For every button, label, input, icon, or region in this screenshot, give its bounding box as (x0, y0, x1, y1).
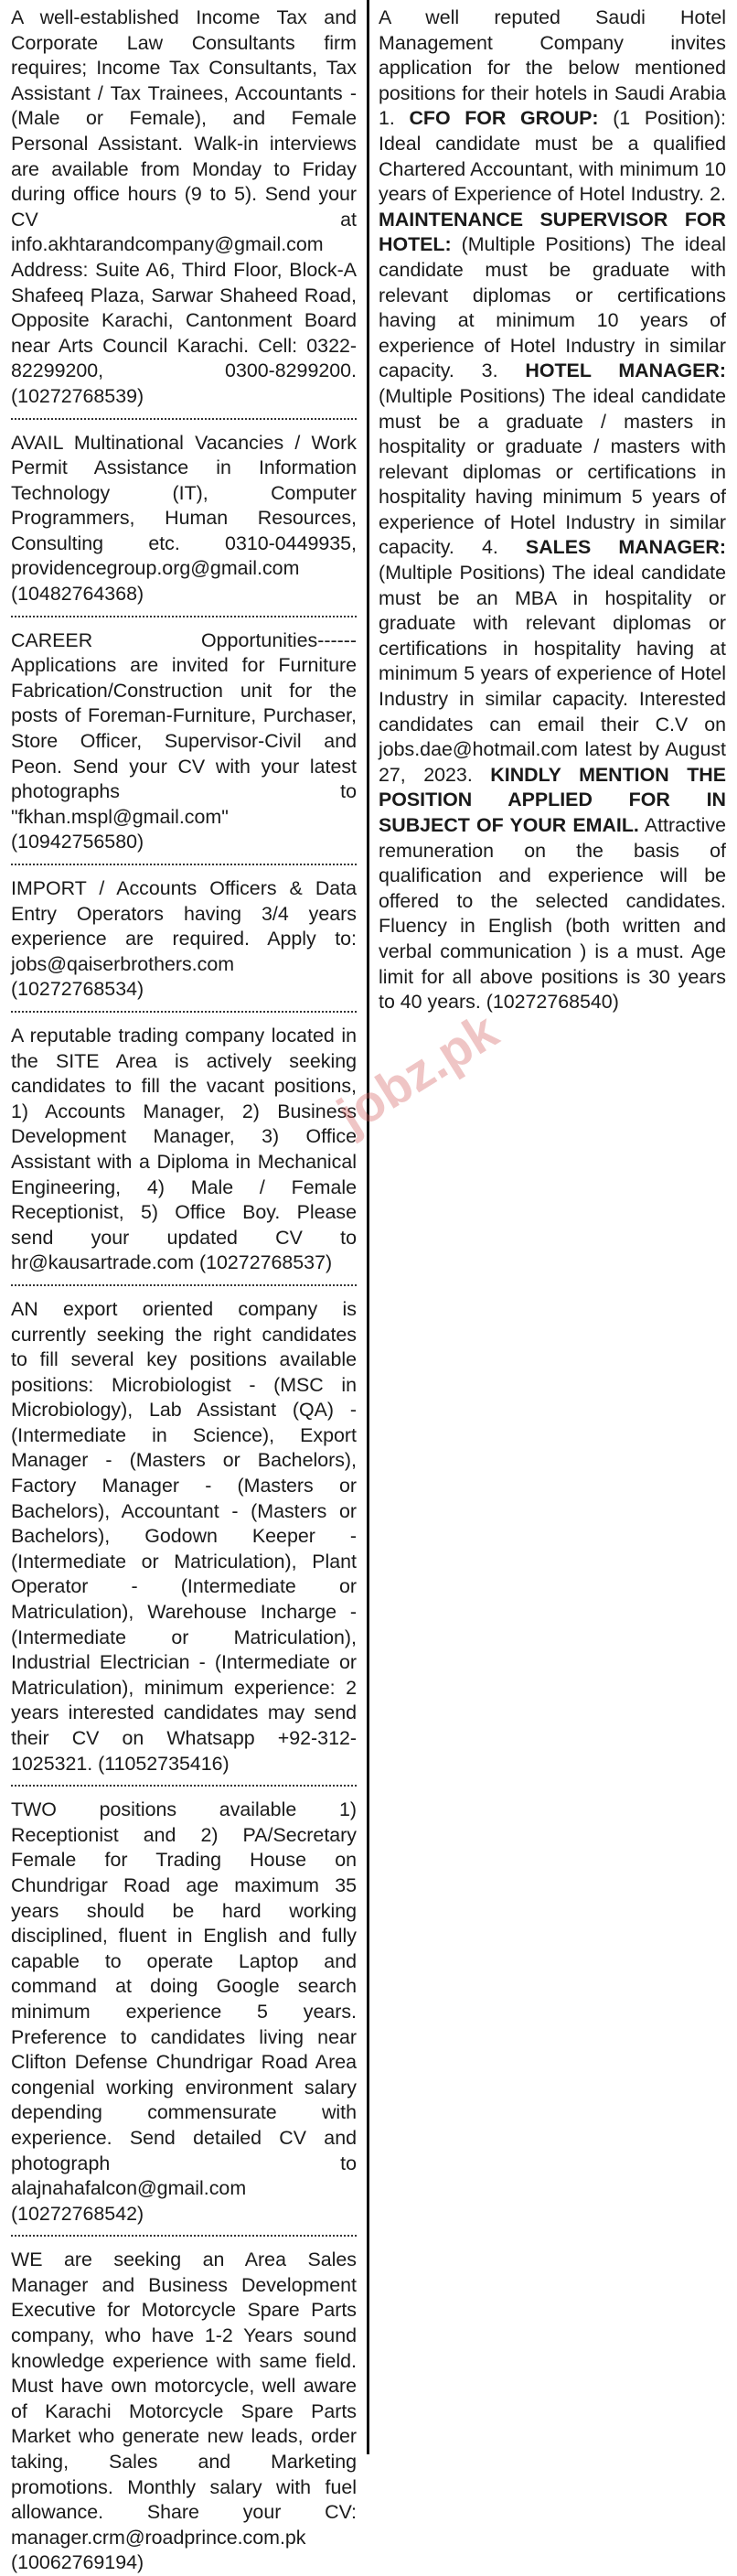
classified-ad: AN export oriented company is currently seeking the right candidates to fill several key positions available positions: Microbiologist - (MSC in Microbiology), Lab Assistant (QA) - (Intermediate in Science), Export Manager - (Masters or Bachelors), Factory Manager - (Masters or Bachelors), Accountant - (Masters or Bachelors), Godown Keeper - (Intermediate or Matriculation), Plant Operator - (Intermediate or Matriculation), Warehouse Incharge - (Intermediate or Matriculation), Industrial Electrician - (Intermediate or Matriculation), minimum experience: 2 years interested candidates may send their CV on Whatsapp +92-312-1025321. (11052735416) (11, 1297, 357, 1775)
position-heading: CFO FOR GROUP: (409, 107, 599, 130)
classified-ad: A reputable trading company located in the SITE Area is actively seeking candidates to fill the vacant positions, 1) Accounts Manager, 2) Business Development Manager, 3) Office Assistant with a Diploma in Mechanical Engineering, 4) Male / Female Receptionist, 5) Office Boy. Please send your updated CV to hr@kausartrade.com (10272768537) (11, 1024, 357, 1274)
ad-text: (Multiple Positions) The ideal candidate must be a graduate / masters in hospitality or graduate / masters with relevant diplomas or certifications in hospitality having minimum 5 years of experience of Hotel Industry in similar capacity. 4. (379, 384, 726, 559)
position-heading: SALES MANAGER: (525, 536, 726, 559)
classified-ad: CAREER Opportunities------Applications are invited for Furniture Fabrication/Construction unit for the posts of Foreman-Furniture, Purchaser, Store Officer, Supervisor-Civil and Peon. Send your CV with your latest photographs to "fkhan.mspl@gmail.com" (10942756580) (11, 628, 357, 853)
instruction-heading: KINDLY MENTION THE POSITION APPLIED FOR IN SUBJECT OF YOUR EMAIL. (379, 763, 726, 836)
ad-text: Attractive remuneration on the basis of qualification and experience will be offered to the selected candidates. Fluency in English (both written and verbal communication ) is a must. Age limit for all above positions is 30 years to 40 years. (10272768540) (379, 814, 726, 1014)
classified-ad: TWO positions available 1) Receptionist and 2) PA/Secretary Female for Trading House on Chundrigar Road age maximum 35 years should be hard working disciplined, fluent in English and fully capable to operate Laptop and command at doing Google search minimum experience 5 years. Preference to candidates living near Clifton Defense Chundrigar Road Area congenial working environment salary depending commensurate with experience. Send detailed CV and photograph to alajnahafalcon@gmail.com (10272768542) (11, 1798, 357, 2225)
ad-separator (11, 1785, 357, 1787)
right-column (379, 5, 726, 1015)
ad-separator (11, 616, 357, 617)
ad-text: (Multiple Positions) The ideal candidate must be an MBA in hospitality or graduate with relevant diplomas or certifications in hospitality having at minimum 5 years of experience of Hotel Industry in similar capacity. Interested candidates can email their C.V on jobs.dae@hotmail.com latest by August 27, 2023. (379, 562, 726, 786)
classified-ad: AVAIL Multinational Vacancies / Work Permit Assistance in Information Technology (IT), Computer Programmers, Human Resources, Consulting etc. 0310-0449935, providencegroup.org@gmail.com (10482764368) (11, 431, 357, 606)
left-column (11, 5, 357, 2576)
ad-separator (11, 1011, 357, 1013)
ad-text: (Multiple Positions) The ideal candidate must be graduate with relevant diplomas or certifications having at minimum 10 years of experience of Hotel Industry in similar capacity. 3. (379, 233, 726, 382)
ad-separator (11, 2235, 357, 2237)
ad-text: (1 Position): Ideal candidate must be a qualified Chartered Accountant, with minimum 10 years of Experience of Hotel Industry. 2. (379, 107, 726, 206)
classified-ad: IMPORT / Accounts Officers & Data Entry Operators having 3/4 years experience are required. Apply to: jobs@qaiserbrothers.com (10272768534) (11, 877, 357, 1001)
classified-ad: A well-established Income Tax and Corporate Law Consultants firm requires; Income Tax Consultants, Tax Assistant / Tax Trainees, Accountants - (Male or Female), and Female Personal Assistant. Walk-in interviews are available from Monday to Friday during office hours (9 to 5). Send your CV at info.akhtarandcompany@gmail.com Address: Suite A6, Third Floor, Block-A Shafeeq Plaza, Sarwar Shaheed Road, Opposite Karachi, Cantonment Board near Arts Council Karachi. Cell: 0322-82299200, 0300-8299200. (10272768539) (11, 6, 357, 407)
watermark-logo: jobz.pk (326, 1001, 507, 1144)
classified-ad: WE are seeking an Area Sales Manager and Business Development Executive for Motorcycle Spare Parts company, who have 1-2 Years sound knowledge experience with same field. Must have own motorcycle, well aware of Karachi Motorcycle Spare Parts Market who generate new leads, order taking, Sales and Marketing promotions. Monthly salary with fuel allowance. Share your CV: manager.crm@roadprince.com.pk (10062769194) (11, 2249, 357, 2574)
column-divider (367, 0, 369, 2454)
position-heading: MAINTENANCE SUPERVISOR FOR HOTEL: (379, 208, 726, 256)
ad-text: A well reputed Saudi Hotel Management Company invites application for the below mentioned positions for their hotels in Saudi Arabia 1. (379, 6, 726, 130)
ad-separator (11, 418, 357, 420)
ad-separator (11, 1284, 357, 1286)
position-heading: HOTEL MANAGER: (525, 360, 727, 382)
saudi-hotel-ad (379, 5, 726, 1015)
ad-separator (11, 864, 357, 865)
